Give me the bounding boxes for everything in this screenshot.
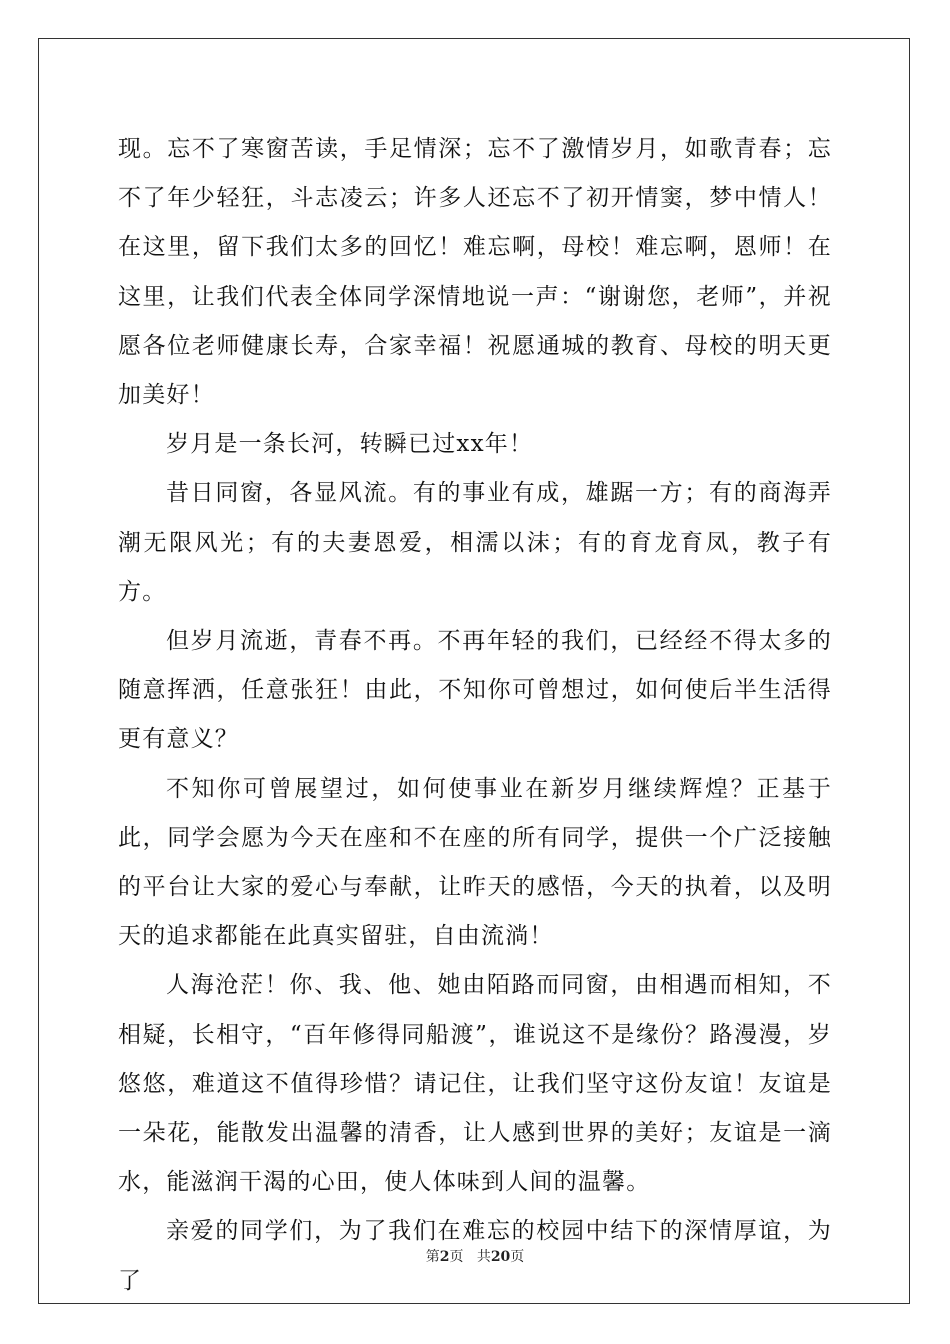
paragraph: 但岁月流逝，青春不再。不再年轻的我们，已经经不得太多的随意挥洒，任意张狂！由此，不知你可曾想过，如何使后半生活得更有意义？ (118, 628, 832, 753)
total-pages-number: 20 (490, 1249, 511, 1265)
paragraph-continuation: 现。忘不了寒窗苦读，手足情深；忘不了激情岁月，如歌青春；忘不了年少轻狂，斗志凌云；许多人还忘不了初开情窦，梦中情人！在这里，留下我们太多的回忆！难忘啊，母校！难忘啊，恩师！在这里，让我们代表全体同学深情地说一声：“谢谢您，老师”，并祝愿各位老师健康长寿，合家幸福！祝愿通城的教育、母校的明天更加美好！ (118, 136, 832, 409)
footer-page-word: 页 (449, 1249, 464, 1265)
paragraph: 亲爱的同学们，为了我们在难忘的校园中结下的深情厚谊，为了 (118, 1218, 832, 1294)
current-page-number: 2 (439, 1249, 450, 1265)
footer-prefix: 第 (425, 1249, 440, 1265)
document-body (118, 125, 832, 1306)
paragraph: 人海沧茫！你、我、他、她由陌路而同窗，由相遇而相知，不相疑，长相守，“百年修得同船渡”，谁说这不是缘份？路漫漫，岁悠悠，难道这不值得珍惜？请记住，让我们坚守这份友谊！友谊是一朵花，能散发出温馨的清香，让人感到世界的美好；友谊是一滴水，能滋润干渴的心田，使人体味到人间的温馨。 (118, 972, 832, 1196)
page-footer (0, 1246, 950, 1266)
paragraph: 岁月是一条长河，转瞬已过xx年！ (166, 431, 534, 458)
footer-total-prefix: 共 (476, 1249, 491, 1265)
paragraph: 不知你可曾展望过，如何使事业在新岁月继续辉煌？正基于此，同学会愿为今天在座和不在座的所有同学，提供一个广泛接触的平台让大家的爱心与奉献，让昨天的感悟，今天的执着，以及明天的追求都能在此真实留驻，自由流淌！ (118, 775, 832, 950)
paragraph: 昔日同窗，各显风流。有的事业有成，雄踞一方；有的商海弄潮无限风光；有的夫妻恩爱，相濡以沫；有的育龙育凤，教子有方。 (118, 480, 832, 605)
footer-total-suffix: 页 (510, 1249, 525, 1265)
